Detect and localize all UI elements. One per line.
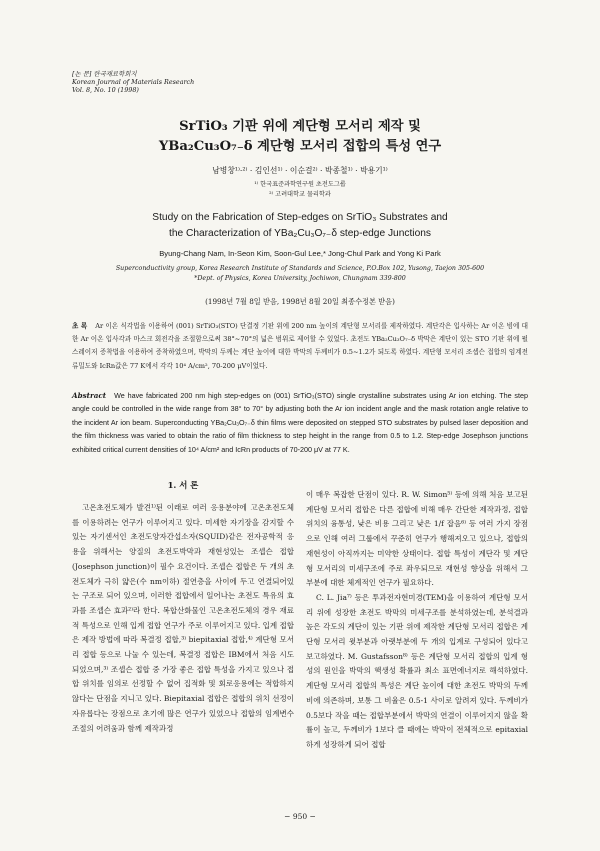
korean-affiliation-2: ²⁾ 고려대학교 물리학과 xyxy=(269,191,331,198)
journal-line-english: Korean Journal of Materials Research xyxy=(72,78,195,87)
korean-affiliations xyxy=(60,180,540,200)
body-column-left xyxy=(72,501,294,736)
received-dates: (1998년 7월 8일 받음, 1998년 8월 20일 최종수정본 받음) xyxy=(205,297,395,306)
section-heading-introduction: 1. 서 론 xyxy=(167,480,199,490)
abstract-english xyxy=(72,389,528,456)
english-title-line-2: the Characterization of YBa₂Cu₃O₇₋δ step-edge Junctions xyxy=(168,227,431,239)
body-paragraph: C. L. Jia⁷⁾ 등은 투과전자현미경(TEM)을 이용하여 계단형 모서리 위에 성장한 초전도 박막의 미세구조를 분석하였는데, 분석결과 높은 각도의 계단이 있는 기판 위에 제작한 계단형 모서리 접합은 계단형 모서리 윗부분과 아랫부분에 두 개의 입계로 구성되어 있다고 보고하였다. M. Gustafsson⁸⁾ 등은 계단형 모서리 접합의 입계 형성의 원인을 박막의 핵생성 확률과 최소 표면에너지로 해석하였다. 계단형 모서리 접합의 특성은 계단 높이에 대한 초전도 박막의 두께비에 의존하며, 보통 그 비율은 0.5-1 사이로 알려져 있다. 두께비가 0.5보다 작을 때는 접합부분에서 박막의 연결이 이루어지지 않을 확률이 높고, 두께비가 1보다 클 때에는 박막이 전체적으로 epitaxial하게 성장하게 되어 접합 xyxy=(306,592,528,749)
korean-authors: 남병창¹⁾·²⁾ · 김인선¹⁾ · 이순걸²⁾ · 박종철¹⁾ · 박용기¹⁾ xyxy=(212,166,388,175)
korean-title-line-1: SrTiO₃ 기판 위에 계단형 모서리 제작 및 xyxy=(179,119,421,134)
abstract-english-text: We have fabricated 200 nm high step-edges on (001) SrTiO₃(STO) single crystalline substrates using Ar ion etching. The step angle could be controlled in the wide range from 38° to 70° by adjusting both the Ar ion incident angle and the mask rotation angle relative to the incident Ar ion beam. Superconducting YBa₂Cu₃O₇₋δ thin films were deposited on stepped STO substrates by pulsed laser deposition and the film thickness was varied to obtain the ratio of film thickness to step height in the range from 0.5 to 1.2. Step-edge Josephson junctions exhibited critical current densities of 10⁴ A/cm² and IcRn products of 70-200 μV at 77 K. xyxy=(72,391,528,454)
english-title-line-1: Study on the Fabrication of Step-edges on SrTiO₃ Substrates and xyxy=(152,212,448,223)
english-affiliations xyxy=(60,264,540,285)
english-affiliation-2: *Dept. of Physics, Korea University, Jochiwon, Chungnam 339-800 xyxy=(194,275,406,283)
english-title xyxy=(60,210,540,241)
english-affiliation-1: Superconductivity group, Korea Research Institute of Standards and Science, P.O.Box 102, Yusong, Taejon 305-600 xyxy=(115,265,485,272)
abstract-english-label: Abstract xyxy=(72,391,107,400)
journal-line-korean: [논 문] 한국재료학회지 xyxy=(72,70,137,78)
korean-title-line-2: YBa₂Cu₃O₇₋δ 계단형 모서리 접합의 특성 연구 xyxy=(158,139,442,154)
abstract-korean-label: 초 록 xyxy=(72,322,88,330)
body-paragraph: 고온초전도체가 발견¹⁾된 이래로 여러 응용분야에 고온초전도체를 이용하려는 연구가 이루어지고 있다. 미세한 자기장을 감지할 수 있는 자기센서인 초전도양자간섭소자(SQUID)같은 전자공학적 응용을 위해서는 양질의 초전도박막과 재현성있는 조셉슨 접합(Josephson junction)이 필수 요건이다. 조셉슨 접합은 두 개의 초전도체가 극히 얇은(수 nm이하) 절연층을 사이에 두고 연결되어있는 구조로 되어 있으며, 이러한 접합에서 일어나는 초전도 특유의 효과를 조셉슨 효과²⁾라 한다. 복합산화물인 고온초전도체의 경우 재료적 특성으로 인해 입계 접합 연구가 주로 이루어지고 있다. 입계 접합은 제작 방법에 따라 복결정 접합,³⁾ biepitaxial 접합,⁴⁾ 계단형 모서리 접합 등으로 나눌 수 있는데, 복결정 접합은 IBM에서 처음 시도되었으며,³⁾ 조셉슨 접합 중 가장 좋은 접합 특성을 가지고 있으나 접합 위치를 임의로 선정할 수 없어 집적화 및 회로응용에는 적합하지 않다는 단점을 지니고 있다. Biepitaxial 접합은 접합의 위치 선정이 자유롭다는 장점으로 초기에 많은 연구가 있었으나 접합의 임계변수 조절의 어려움과 함께 제작과정 xyxy=(72,503,294,733)
journal-header xyxy=(72,70,194,95)
korean-title xyxy=(60,117,540,157)
body-column-right xyxy=(306,488,528,753)
abstract-korean-text: Ar 이온 식각법을 이용하여 (001) SrTiO₃(STO) 단결정 기판 위에 200 nm 높이의 계단형 모서리를 제작하였다. 계단각은 입사하는 Ar 이온 빔에 대한 Ar 이온 입사각과 마스크 회전각을 조절함으로써 38°~70°의 넓은 범위로 제어할 수 있었다. 초전도 YBa₂Cu₃O₇₋δ 박막은 계단이 있는 STO 기판 위에 펄스레이저 증착법을 이용하여 증착하였으며, 박막의 두께는 계단 높이에 대한 박막의 두께비가 0.5~1.2가 되도록 하였다. 계단형 모서리 조셉슨 접합의 임계전류밀도와 IcRn값은 77 K에서 각각 10⁴ A/cm², 70-200 μV이었다. xyxy=(72,322,528,370)
body-paragraph: 이 매우 복잡한 단점이 있다. R. W. Simon⁵⁾ 등에 의해 처음 보고된 계단형 모서리 접합은 다른 접합에 비해 매우 간단한 제작과정, 접합 위치의 융통성, 낮은 비용 그리고 낮은 1/f 잡음⁶⁾ 등 여러 가지 장점으로 인해 여러 그룹에서 꾸준히 연구가 행해져오고 있으나, 접합의 재현성이 아직까지는 미약한 상태이다. 접합 특성이 계단각 및 계단형 모서리의 미세구조에 주로 좌우되므로 재현성 향상을 위해서 그 부분에 대한 체계적인 연구가 필요하다. xyxy=(306,490,528,588)
abstract-korean xyxy=(72,320,528,373)
page-number: − 950 − xyxy=(284,812,316,821)
journal-volume: Vol. 8, No. 10 (1998) xyxy=(72,86,139,95)
korean-affiliation-1: ¹⁾ 한국표준과학연구원 초전도그룹 xyxy=(254,181,346,188)
english-authors: Byung-Chang Nam, In-Seon Kim, Soon-Gul Lee,* Jong-Chul Park and Yong Ki Park xyxy=(159,249,441,258)
